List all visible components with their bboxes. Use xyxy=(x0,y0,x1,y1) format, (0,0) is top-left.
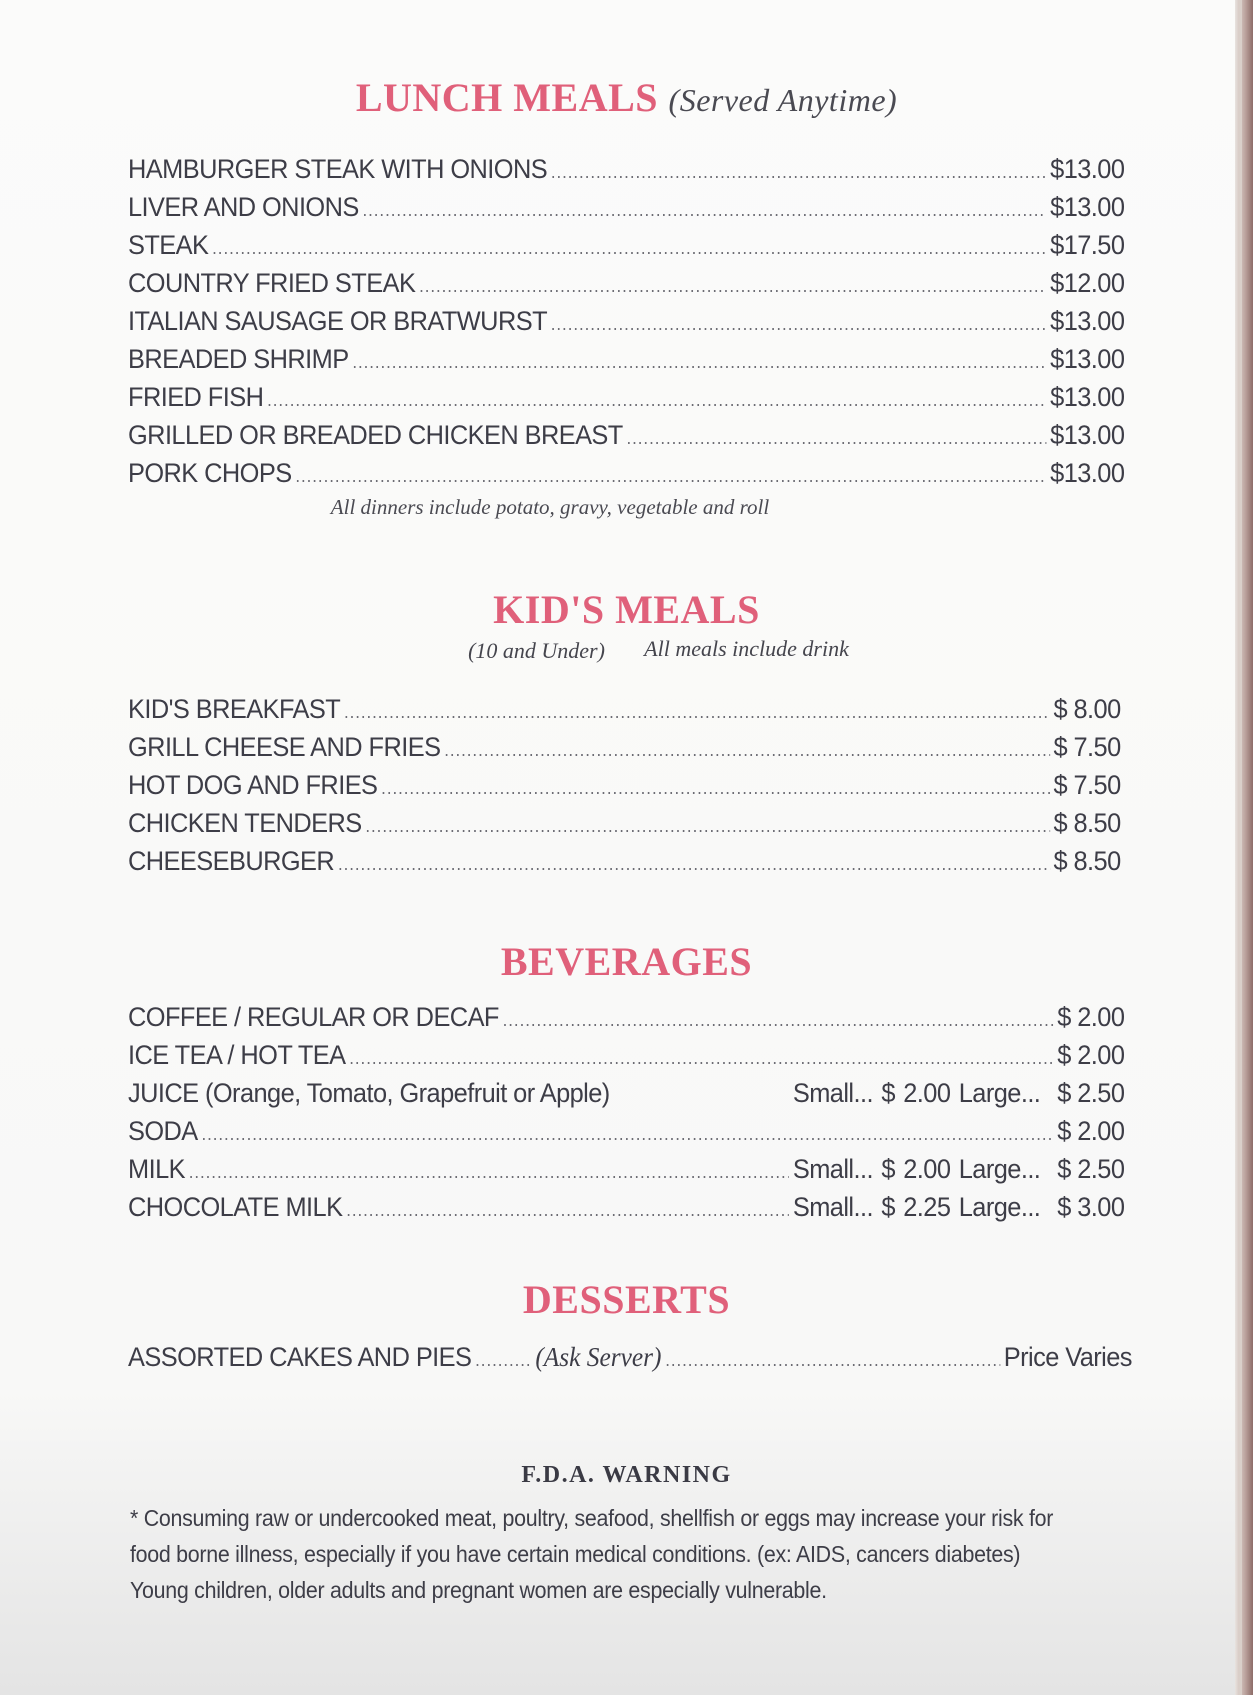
list-item xyxy=(128,268,1124,302)
item-name: CHICKEN TENDERS xyxy=(128,808,362,838)
dot-leader xyxy=(381,778,1050,799)
dot-leader xyxy=(363,200,1047,221)
dot-leader xyxy=(338,854,1050,875)
item-price: $ 8.50 xyxy=(1053,808,1121,838)
list-item xyxy=(128,1116,1124,1150)
item-price: $17.50 xyxy=(1050,230,1125,260)
ask-server-note: (Ask Server) xyxy=(535,1342,662,1372)
fda-warning-title: F.D.A. WARNING xyxy=(521,1462,732,1488)
list-item xyxy=(128,1192,1124,1226)
list-item xyxy=(128,732,1121,766)
kids-meals-age: (10 and Under) xyxy=(468,638,605,663)
item-price: $ 8.00 xyxy=(1053,694,1121,724)
list-item xyxy=(128,382,1124,416)
list-item xyxy=(128,420,1124,454)
fda-warning-text: * Consuming raw or undercooked meat, poultry, seafood, shellfish or eggs may increase your risk for food borne illness, especially if you have certain medical conditions. (ex: AIDS, cancers diabetes) Young children, older adults and pregnant women are especially vulnerable. xyxy=(130,1505,1054,1603)
dot-leader xyxy=(201,1124,1053,1145)
item-price: $ 2.00 xyxy=(1057,1002,1125,1032)
item-name: LIVER AND ONIONS xyxy=(128,192,359,222)
dot-leader xyxy=(475,1350,531,1371)
item-name: BREADED SHRIMP xyxy=(128,344,349,374)
list-item xyxy=(128,154,1124,188)
item-name: COFFEE / REGULAR OR DECAF xyxy=(128,1002,499,1032)
item-price: $ 2.50 xyxy=(1057,1154,1125,1184)
item-name: GRILLED OR BREADED CHICKEN BREAST xyxy=(128,420,623,450)
dot-leader xyxy=(295,466,1046,487)
dot-leader xyxy=(365,816,1049,837)
item-price: $ 2.00 xyxy=(1057,1116,1125,1146)
item-price: $13.00 xyxy=(1050,420,1125,450)
list-item xyxy=(128,1040,1124,1074)
list-item xyxy=(128,846,1121,880)
item-name: KID'S BREAKFAST xyxy=(128,694,341,724)
lunch-meals-served-anytime: (Served Anytime) xyxy=(668,82,898,118)
beverages-title: BEVERAGES xyxy=(500,939,753,984)
dot-leader xyxy=(503,1010,1054,1031)
lunch-meals-heading xyxy=(0,74,1253,121)
list-item xyxy=(128,1078,1124,1112)
list-item xyxy=(128,770,1121,804)
lunch-meals-title: LUNCH MEALS xyxy=(355,75,659,120)
item-price: $12.00 xyxy=(1050,268,1125,298)
item-name: JUICE (Orange, Tomato, Grapefruit or Apple) xyxy=(128,1078,610,1108)
list-item xyxy=(128,458,1124,492)
item-name: HOT DOG AND FRIES xyxy=(128,770,378,800)
item-price: Price Varies xyxy=(1003,1342,1132,1372)
list-item xyxy=(128,694,1121,728)
item-name: ICE TEA / HOT TEA xyxy=(128,1040,346,1070)
dot-leader xyxy=(627,428,1047,449)
list-item xyxy=(128,192,1124,226)
item-price: $ 7.50 xyxy=(1053,770,1121,800)
item-price: $13.00 xyxy=(1050,382,1125,412)
item-name: CHEESEBURGER xyxy=(128,846,335,876)
item-sizes: Small... $ 2.25 Large... xyxy=(792,1192,1041,1222)
dot-leader xyxy=(349,1048,1053,1069)
page-edge xyxy=(1235,0,1253,1695)
list-item xyxy=(128,1154,1124,1188)
list-item xyxy=(128,808,1121,842)
dot-leader xyxy=(212,238,1046,259)
item-name: SODA xyxy=(128,1116,198,1146)
item-price: $ 7.50 xyxy=(1053,732,1121,762)
item-name: GRILL CHEESE AND FRIES xyxy=(128,732,441,762)
item-price: $ 8.50 xyxy=(1053,846,1121,876)
item-price: $13.00 xyxy=(1050,192,1125,222)
item-name: STEAK xyxy=(128,230,209,260)
item-name: HAMBURGER STEAK WITH ONIONS xyxy=(128,154,548,184)
desserts-title: DESSERTS xyxy=(522,1277,731,1322)
kids-meals-note: All meals include drink xyxy=(644,636,849,661)
kids-meals-title: KID'S MEALS xyxy=(493,587,760,632)
item-price: $13.00 xyxy=(1050,344,1125,374)
item-sizes: Small... $ 2.00 Large... xyxy=(792,1154,1041,1184)
item-name: ASSORTED CAKES AND PIES xyxy=(128,1342,472,1372)
dot-leader xyxy=(551,314,1047,335)
item-name: COUNTRY FRIED STEAK xyxy=(128,268,416,298)
dot-leader xyxy=(665,1350,1000,1371)
item-price: $ 2.00 xyxy=(1057,1040,1125,1070)
list-item xyxy=(128,306,1124,340)
dot-leader xyxy=(346,1200,789,1221)
list-item xyxy=(128,1342,1132,1376)
item-sizes: Small... $ 2.00 Large... xyxy=(792,1078,1041,1108)
list-item xyxy=(128,230,1124,264)
item-price: $13.00 xyxy=(1050,458,1125,488)
item-price: $ 2.50 xyxy=(1057,1078,1125,1108)
item-name: FRIED FISH xyxy=(128,382,264,412)
item-price: $13.00 xyxy=(1050,154,1125,184)
lunch-meals-note: All dinners include potato, gravy, vegetable and roll xyxy=(330,495,770,519)
item-name: PORK CHOPS xyxy=(128,458,292,488)
dot-leader xyxy=(267,390,1046,411)
item-name: ITALIAN SAUSAGE OR BRATWURST xyxy=(128,306,548,336)
dot-leader xyxy=(419,276,1046,297)
item-name: CHOCOLATE MILK xyxy=(128,1192,343,1222)
item-price: $13.00 xyxy=(1050,306,1125,336)
dot-leader xyxy=(352,352,1046,373)
item-name: MILK xyxy=(128,1154,185,1184)
item-price: $ 3.00 xyxy=(1057,1192,1125,1222)
dot-leader xyxy=(344,702,1050,723)
dot-leader xyxy=(444,740,1049,761)
dot-leader xyxy=(551,162,1047,183)
list-item xyxy=(128,1002,1124,1036)
dot-leader xyxy=(189,1162,789,1183)
list-item xyxy=(128,344,1124,378)
